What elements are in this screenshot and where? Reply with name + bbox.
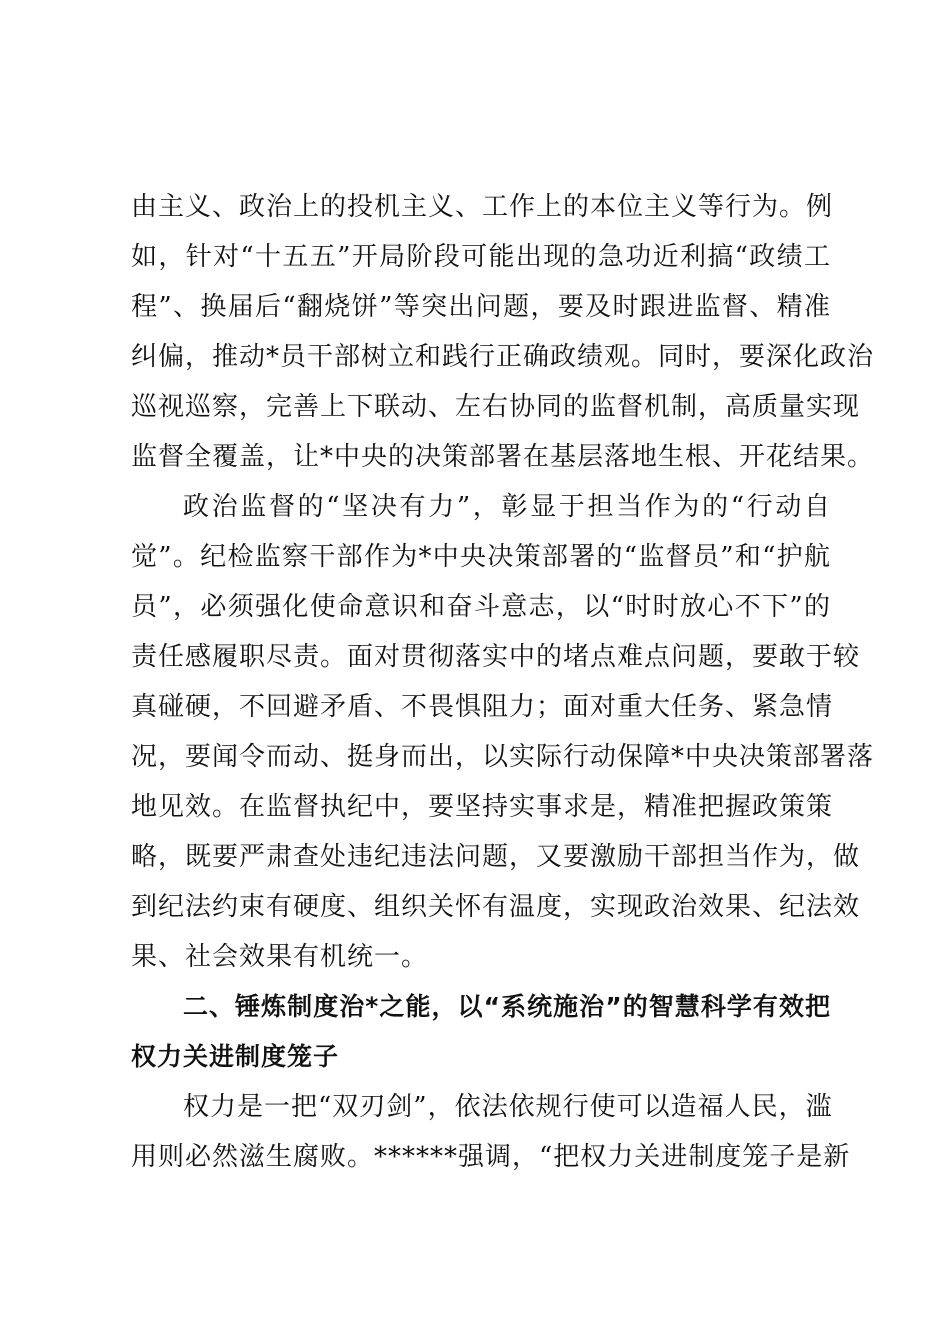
text-line: 果、社会效果有机统一。 [131,942,429,972]
text-line: 权力是一把“双刃剑”，依法依规行使可以造福人民，滥 [183,1092,833,1122]
heading-line: 权力关进制度笼子 [131,1042,340,1071]
text-line: 纠偏，推动*员干部树立和践行正确政绩观。同时，要深化政治 [131,342,875,372]
text-line: 员”，必须强化使命意识和奋斗意志，以“时时放心不下”的 [131,592,831,622]
document-body [131,182,875,1182]
paragraph-3 [131,1082,851,1182]
text-line: 略，既要严肃查处违纪违法问题，又要激励干部担当作为，做 [131,842,861,872]
text-line: 觉”。纪检监察干部作为*中央决策部署的“监督员”和“护航 [131,542,831,572]
text-line: 由主义、政治上的投机主义、工作上的本位主义等行为。例 [131,192,834,222]
paragraph-2 [131,482,875,982]
paragraph-1 [131,182,875,482]
heading-line: 二、锤炼制度治*之能，以“系统施治”的智慧科学有效把 [183,992,831,1021]
text-line: 况，要闻令而动、挺身而出，以实际行动保障*中央决策部署落 [131,742,875,772]
section-heading [131,982,831,1082]
text-line: 政治监督的“坚决有力”，彰显于担当作为的“行动自 [183,492,831,522]
text-line: 真碰硬，不回避矛盾、不畏惧阻力；面对重大任务、紧急情 [131,692,834,722]
text-line: 监督全覆盖，让*中央的决策部署在基层落地生根、开花结果。 [131,442,875,472]
text-line: 用则必然滋生腐败。******强调，“把权力关进制度笼子是新 [131,1142,851,1172]
text-line: 巡视巡察，完善上下联动、左右协同的监督机制，高质量实现 [131,392,861,422]
text-line: 地见效。在监督执纪中，要坚持实事求是，精准把握政策策 [131,792,834,822]
text-line: 到纪法约束有硬度、组织关怀有温度，实现政治效果、纪法效 [131,892,861,922]
text-line: 如，针对“十五五”开局阶段可能出现的急功近利搞“政绩工 [131,242,831,272]
text-line: 程”、换届后“翻烧饼”等突出问题，要及时跟进监督、精准 [131,292,831,322]
text-line: 责任感履职尽责。面对贯彻落实中的堵点难点问题，要敢于较 [131,642,861,672]
